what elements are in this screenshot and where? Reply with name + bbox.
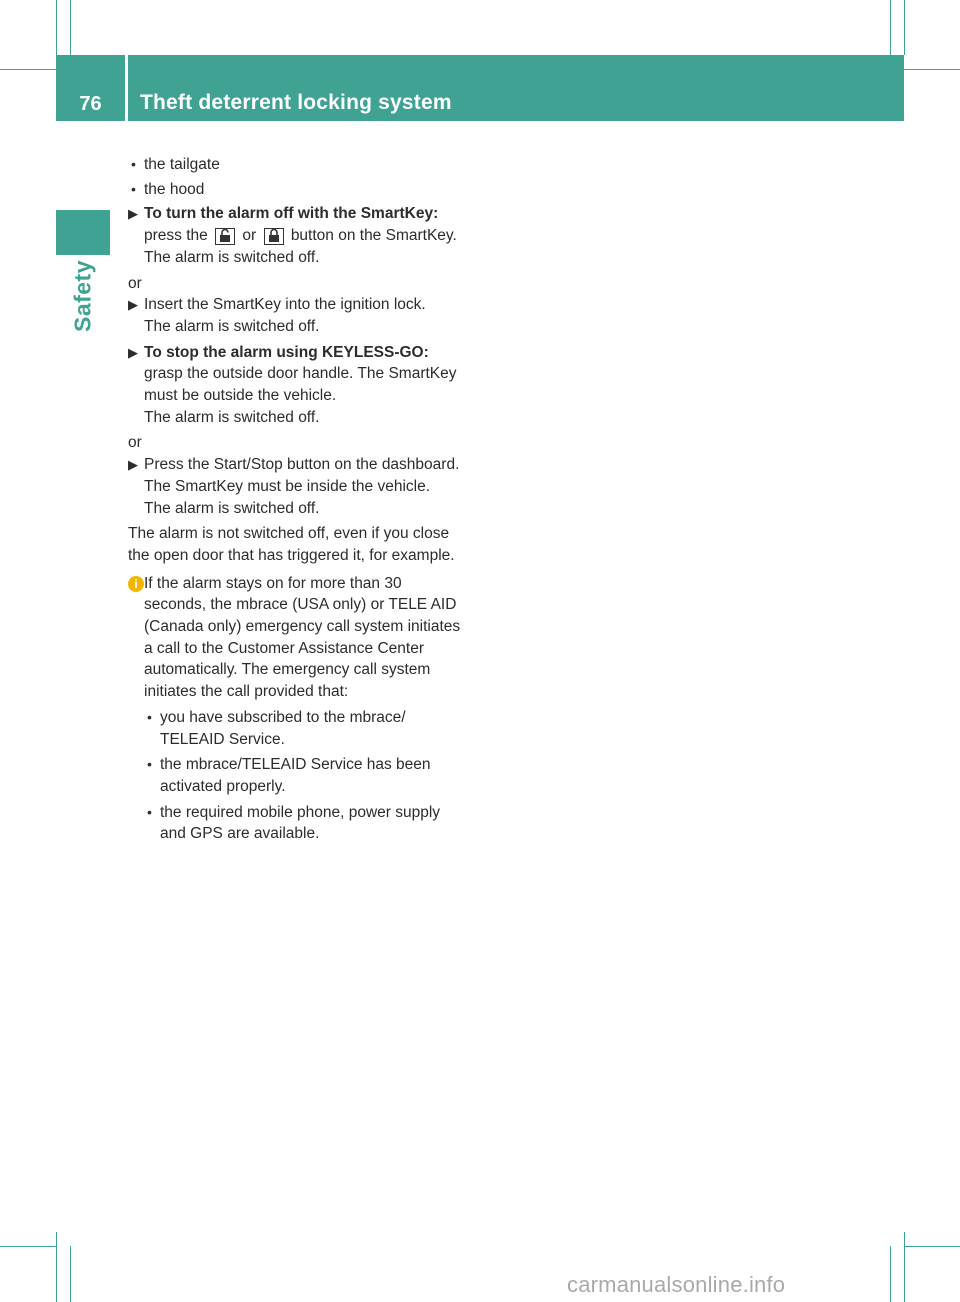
list-item — [128, 179, 464, 201]
unlock-icon — [215, 228, 235, 245]
step-result: The alarm is switched off. — [144, 248, 320, 266]
or-separator: or — [128, 434, 142, 452]
instruction-step — [128, 203, 464, 268]
step-result: The alarm is switched off. — [144, 499, 320, 517]
triangle-right-icon: ▶ — [128, 297, 138, 313]
crop-mark — [0, 1246, 56, 1247]
info-text: If the alarm stays on for more than 30 seconds, the mbrace (USA only) or TELE AID (Canada only) emergency call system initiates a call to the Customer Assistance Center automatically. The emergency call system initiates the call provided that: — [144, 574, 461, 701]
section-tab-block — [56, 210, 110, 255]
crop-mark — [904, 69, 960, 70]
instruction-step — [128, 454, 464, 519]
list-item-text: the tailgate — [144, 156, 220, 173]
running-head: Theft deterrent locking system — [140, 91, 452, 114]
list-item — [128, 154, 464, 176]
bullet-icon: • — [147, 756, 152, 773]
lock-icon — [264, 228, 284, 245]
watermark: carmanualsonline.info — [567, 1272, 786, 1297]
step-heading: To stop the alarm using KEYLESS-GO: — [144, 343, 429, 361]
triangle-right-icon: ▶ — [128, 344, 138, 360]
triangle-right-icon: ▶ — [128, 206, 138, 222]
list-item-text: the required mobile phone, power supply and GPS are available. — [160, 803, 441, 843]
bullet-icon: • — [147, 803, 152, 820]
crop-mark — [56, 0, 57, 55]
step-text — [144, 203, 464, 246]
bullet-icon: • — [131, 180, 136, 197]
crop-mark — [70, 1246, 71, 1302]
content-column — [128, 154, 464, 849]
list-item — [128, 707, 464, 750]
section-tab-label: Safety — [69, 259, 96, 333]
step-text — [144, 342, 464, 407]
bullet-icon: • — [147, 708, 152, 725]
crop-mark — [904, 1232, 905, 1302]
step-text-part: button on the SmartKey. — [290, 227, 457, 245]
list-item-text: you have subscribed to the mbrace/ TELEAID Service. — [160, 708, 406, 748]
list-item-text: the mbrace/TELEAID Service has been activated properly. — [160, 756, 431, 795]
step-result: The alarm is switched off. — [144, 317, 320, 335]
list-item — [128, 754, 464, 797]
page-number: 76 — [79, 93, 102, 115]
crop-mark — [0, 69, 56, 70]
instruction-step — [128, 342, 464, 429]
step-text-part: press the — [144, 227, 208, 245]
step-heading: To turn the alarm off with the SmartKey: — [144, 205, 439, 223]
list-item-text: the hood — [144, 180, 205, 198]
step-text-part: or — [242, 227, 257, 245]
crop-mark — [904, 0, 905, 55]
info-icon: i — [128, 576, 144, 592]
bullet-icon: • — [131, 156, 136, 172]
or-separator: or — [128, 274, 142, 292]
crop-mark — [890, 0, 891, 55]
triangle-right-icon: ▶ — [128, 457, 138, 473]
header-divider — [125, 55, 128, 121]
crop-mark — [70, 0, 71, 55]
info-note — [128, 573, 464, 703]
instruction-step — [128, 294, 464, 337]
step-text: Press the Start/Stop button on the dashboard. The SmartKey must be inside the vehicle. — [144, 456, 460, 495]
crop-mark — [890, 1246, 891, 1302]
step-result: The alarm is switched off. — [144, 408, 320, 426]
note-paragraph: The alarm is not switched off, even if you close the open door that has triggered it, for example. — [128, 525, 455, 564]
step-text-part: grasp the outside door handle. The SmartKey must be outside the vehicle. — [144, 365, 457, 405]
step-text: Insert the SmartKey into the ignition lock. — [144, 296, 426, 314]
list-item — [128, 802, 464, 845]
crop-mark — [904, 1246, 960, 1247]
crop-mark — [56, 1232, 57, 1302]
